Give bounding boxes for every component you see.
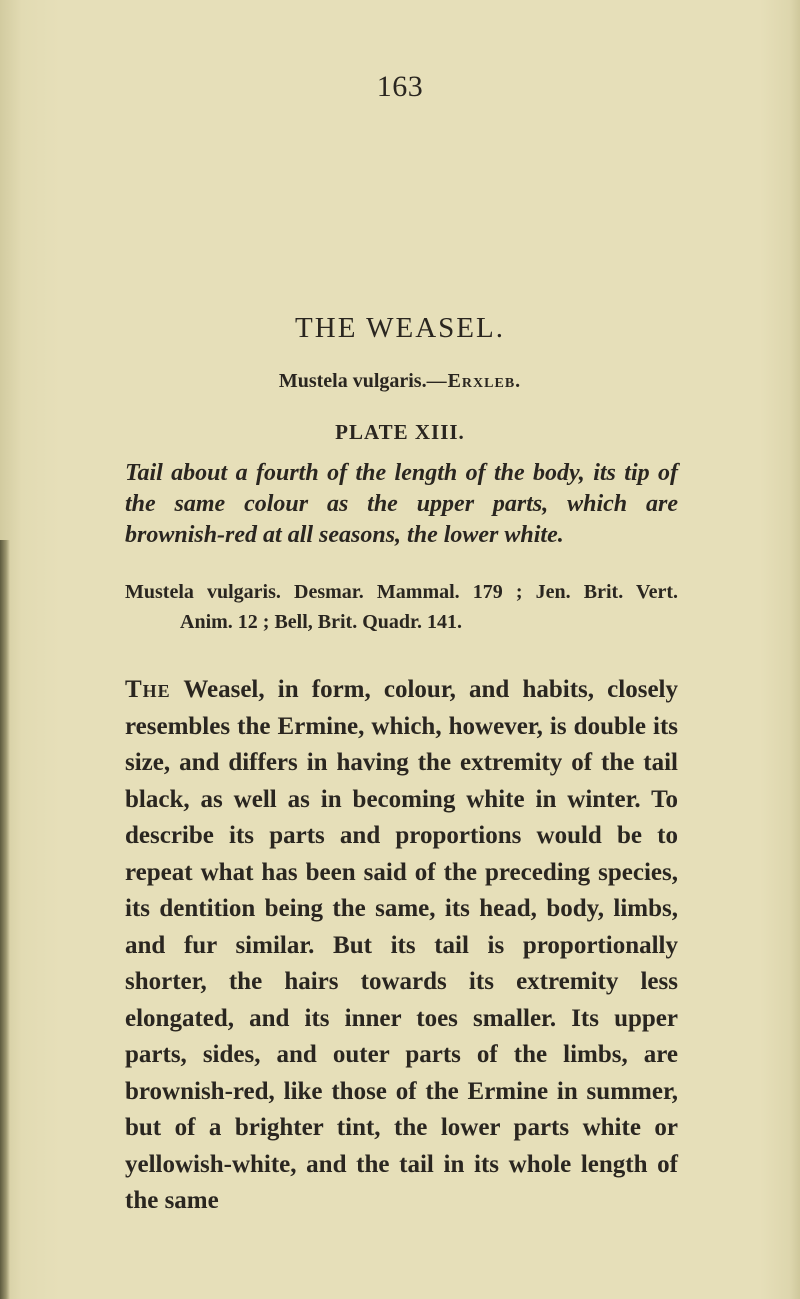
species-author: —Erxleb. — [426, 370, 522, 392]
body-paragraph — [125, 672, 678, 1220]
chapter-title: THE WEASEL. — [295, 312, 505, 344]
binding-shadow — [0, 540, 10, 1299]
species-diagnosis: Tail about a fourth of the length of the body, its tip of the same colour as the upper parts, which are brownish-red at all seasons, the lower white. — [125, 460, 678, 548]
bibliographic-references — [125, 577, 678, 637]
reference-line: Mustela vulgaris. Desmar. Mammal. 179 ; Jen. Brit. Vert. — [125, 581, 678, 603]
paragraph-text: Weasel, in form, colour, and habits, closely resembles the Ermine, which, however, is double its size, and differs in having the extremity of the tail black, as well as in becoming white in winter. To describe its parts and proportions would be to repeat what has been said of the preceding species, its dentition being the same, its head, body, limbs, and fur similar. But its tail is proportionally shorter, the hairs towards its extremity less elongated, and its inner toes smaller. Its upper parts, sides, and outer parts of the limbs, are brownish-red, like those of the Ermine in summer, but of a brighter tint, the lower parts white or yellowish-white, and the tail in its whole length of the same — [125, 676, 678, 1214]
species-synonym — [0, 370, 800, 393]
reference-line: Anim. 12 ; Bell, Brit. Quadr. 141. — [180, 611, 463, 633]
plate-label: PLATE XIII. — [335, 420, 465, 444]
paragraph-lead-word: The — [125, 676, 171, 703]
page-number: 163 — [376, 70, 424, 103]
species-name: Mustela vulgaris. — [278, 370, 427, 392]
